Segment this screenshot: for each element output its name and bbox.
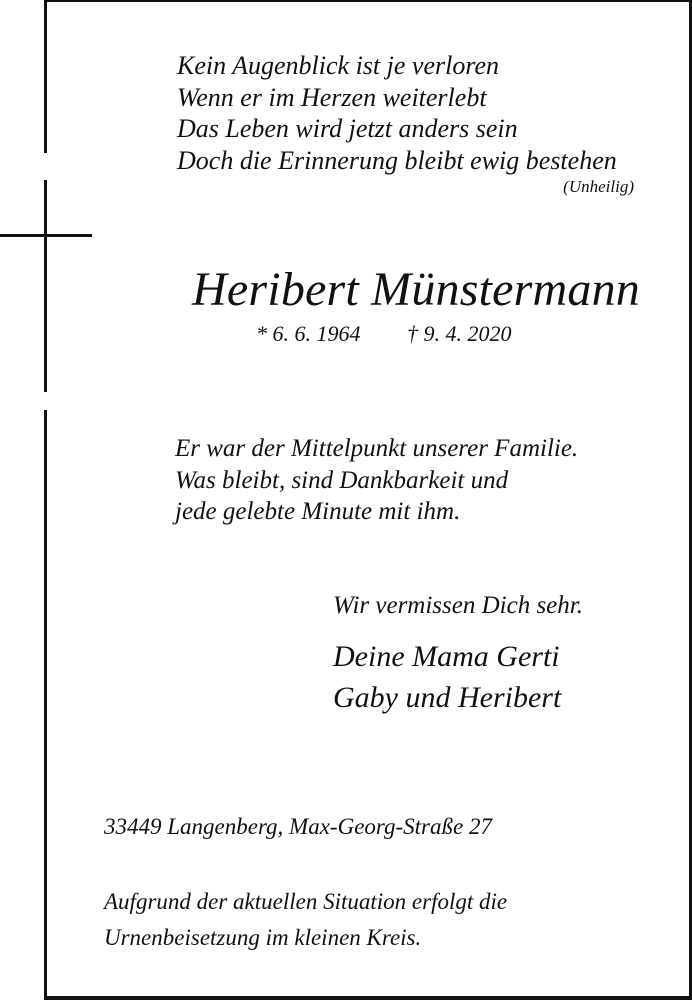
signature-line: Deine Mama Gerti [333,640,560,673]
frame-left-border-bottom [44,410,47,1000]
frame-top-border [44,0,692,2]
miss-text: Wir vermissen Dich sehr. [333,592,583,619]
tribute-line: Er war der Mittelpunkt unserer Familie. [175,435,579,462]
signature-line: Gaby und Heribert [333,681,562,714]
poem-source: (Unheilig) [563,177,634,196]
frame-bottom-border [44,996,692,1000]
note-line: Aufgrund der aktuellen Situation erfolgt die [104,889,508,914]
burial-note [104,884,507,956]
tribute-text [175,433,578,528]
poem-line: Das Leben wird jetzt anders sein [177,114,518,143]
tribute-line: Was bleibt, sind Dankbarkeit und [175,466,509,494]
deceased-name: Heribert Münstermann [192,263,640,316]
note-line: Urnenbeisetzung im kleinen Kreis. [104,925,422,950]
death-date: † 9. 4. 2020 [407,321,512,346]
address: 33449 Langenberg, Max-Georg-Straße 27 [104,814,492,839]
poem-line: Wenn er im Herzen weiterlebt [177,82,487,112]
birth-date: * 6. 6. 1964 [256,321,361,346]
poem-line: Doch die Erinnerung bleibt ewig bestehen [177,145,617,175]
tribute-line: jede gelebte Minute mit ihm. [175,498,461,525]
poem [177,50,617,176]
poem-line: Kein Augenblick ist je verloren [177,51,500,80]
frame-left-border-top [44,0,47,153]
signatures [333,636,561,718]
